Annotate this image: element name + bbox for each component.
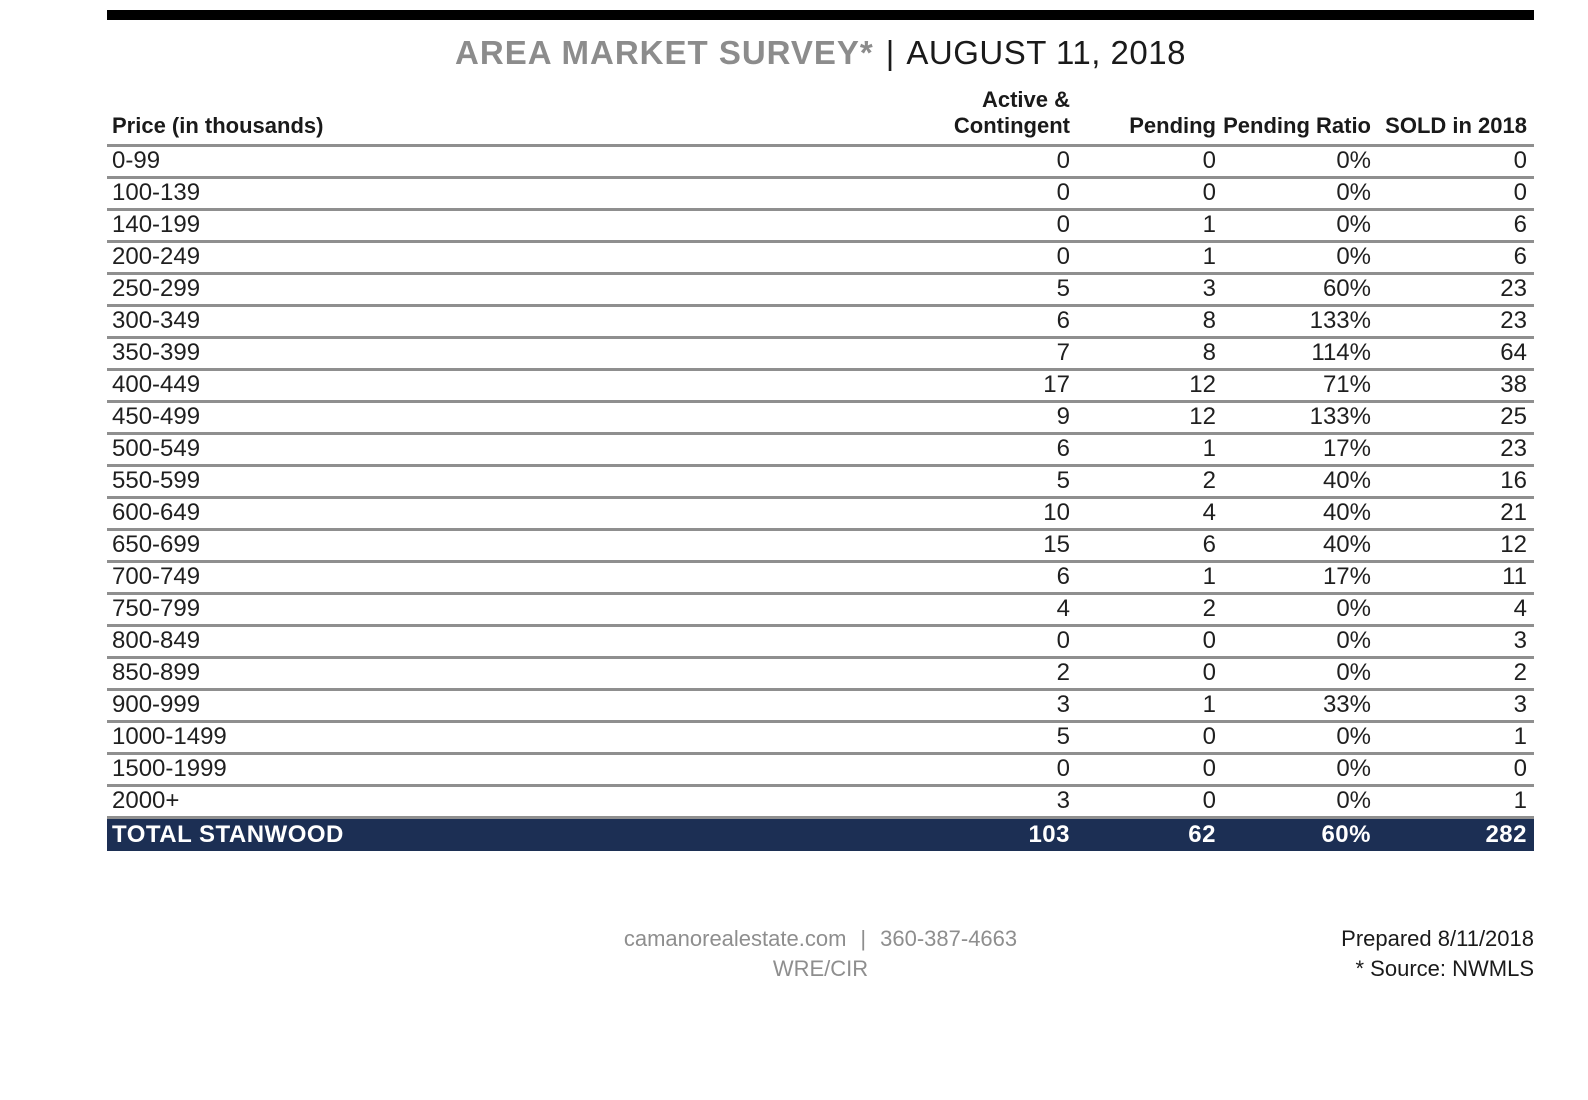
active-contingent-cell: 5 xyxy=(707,273,1070,305)
table-row xyxy=(107,209,1534,241)
col-header-active-line1: Active & xyxy=(981,87,1070,113)
col-header-sold: SOLD in 2018 xyxy=(1371,77,1534,145)
col-header-active-line2: Contingent xyxy=(953,112,1070,138)
sold-cell: 0 xyxy=(1371,145,1534,177)
sold-cell: 23 xyxy=(1371,273,1534,305)
active-contingent-cell: 2 xyxy=(707,657,1070,689)
sold-cell: 64 xyxy=(1371,337,1534,369)
pending-cell: 0 xyxy=(1070,753,1216,785)
table-row xyxy=(107,689,1534,721)
table-row xyxy=(107,305,1534,337)
table-row xyxy=(107,465,1534,497)
footer-prepared-date: Prepared 8/11/2018 xyxy=(1341,926,1534,952)
price-range-cell: 2000+ xyxy=(107,785,707,817)
price-range-cell: 140-199 xyxy=(107,209,707,241)
footer-meta-block xyxy=(1341,924,1534,984)
table-row xyxy=(107,241,1534,273)
footer-phone: 360-387-4663 xyxy=(880,926,1018,952)
pending-ratio-cell: 0% xyxy=(1216,209,1371,241)
price-range-cell: 350-399 xyxy=(107,337,707,369)
table-row xyxy=(107,593,1534,625)
table-row xyxy=(107,561,1534,593)
table-row xyxy=(107,433,1534,465)
table-row xyxy=(107,369,1534,401)
sold-cell: 16 xyxy=(1371,465,1534,497)
pending-cell: 1 xyxy=(1070,241,1216,273)
pending-cell: 0 xyxy=(1070,177,1216,209)
title-separator: | xyxy=(885,34,895,71)
active-contingent-cell: 17 xyxy=(707,369,1070,401)
active-contingent-cell: 9 xyxy=(707,401,1070,433)
active-contingent-cell: 6 xyxy=(707,305,1070,337)
sold-cell: 6 xyxy=(1371,241,1534,273)
pending-ratio-cell: 40% xyxy=(1216,465,1371,497)
pending-cell: 1 xyxy=(1070,689,1216,721)
active-contingent-cell: 0 xyxy=(707,753,1070,785)
pending-cell: 6 xyxy=(1070,529,1216,561)
sold-cell: 2 xyxy=(1371,657,1534,689)
pending-ratio-cell: 0% xyxy=(1216,625,1371,657)
pending-ratio-cell: 40% xyxy=(1216,497,1371,529)
active-contingent-cell: 15 xyxy=(707,529,1070,561)
pending-ratio-cell: 0% xyxy=(1216,177,1371,209)
title-date: AUGUST 11, 2018 xyxy=(906,34,1186,71)
pending-cell: 12 xyxy=(1070,369,1216,401)
pending-cell: 1 xyxy=(1070,561,1216,593)
pending-cell: 0 xyxy=(1070,657,1216,689)
active-contingent-cell: 10 xyxy=(707,497,1070,529)
total-row xyxy=(107,817,1534,851)
pending-cell: 3 xyxy=(1070,273,1216,305)
col-header-active-contingent xyxy=(707,77,1070,145)
sold-cell: 0 xyxy=(1371,753,1534,785)
pending-ratio-cell: 0% xyxy=(1216,657,1371,689)
price-range-cell: 0-99 xyxy=(107,145,707,177)
price-range-cell: 550-599 xyxy=(107,465,707,497)
active-contingent-cell: 3 xyxy=(707,689,1070,721)
sold-cell: 0 xyxy=(1371,177,1534,209)
active-contingent-cell: 3 xyxy=(707,785,1070,817)
sold-cell: 21 xyxy=(1371,497,1534,529)
price-range-cell: 500-549 xyxy=(107,433,707,465)
footer-org: WRE/CIR xyxy=(772,956,869,982)
table-row xyxy=(107,657,1534,689)
pending-ratio-cell: 17% xyxy=(1216,561,1371,593)
sold-cell: 11 xyxy=(1371,561,1534,593)
table-row xyxy=(107,753,1534,785)
col-header-price: Price (in thousands) xyxy=(107,77,707,145)
top-divider-bar xyxy=(107,10,1534,20)
table-row xyxy=(107,177,1534,209)
sold-cell: 3 xyxy=(1371,625,1534,657)
pending-cell: 8 xyxy=(1070,305,1216,337)
active-contingent-cell: 0 xyxy=(707,625,1070,657)
price-range-cell: 800-849 xyxy=(107,625,707,657)
page-footer xyxy=(107,924,1534,984)
total-sold-cell: 282 xyxy=(1485,821,1527,849)
sold-cell: 3 xyxy=(1371,689,1534,721)
table-row xyxy=(107,401,1534,433)
sold-cell: 38 xyxy=(1371,369,1534,401)
pending-ratio-cell: 0% xyxy=(1216,145,1371,177)
pending-cell: 2 xyxy=(1070,593,1216,625)
header-row xyxy=(107,77,1534,145)
table-row xyxy=(107,529,1534,561)
pending-cell: 0 xyxy=(1070,625,1216,657)
price-range-cell: 600-649 xyxy=(107,497,707,529)
pending-cell: 0 xyxy=(1070,145,1216,177)
pending-ratio-cell: 0% xyxy=(1216,785,1371,817)
pending-cell: 0 xyxy=(1070,785,1216,817)
pending-ratio-cell: 0% xyxy=(1216,593,1371,625)
col-header-pending: Pending xyxy=(1070,77,1216,145)
pending-cell: 0 xyxy=(1070,721,1216,753)
price-range-cell: 300-349 xyxy=(107,305,707,337)
sold-cell: 1 xyxy=(1371,721,1534,753)
pending-ratio-cell: 40% xyxy=(1216,529,1371,561)
price-range-cell: 250-299 xyxy=(107,273,707,305)
pending-cell: 8 xyxy=(1070,337,1216,369)
pending-ratio-cell: 60% xyxy=(1216,273,1371,305)
active-contingent-cell: 7 xyxy=(707,337,1070,369)
pending-ratio-cell: 133% xyxy=(1216,401,1371,433)
price-range-cell: 450-499 xyxy=(107,401,707,433)
active-contingent-cell: 6 xyxy=(707,433,1070,465)
active-contingent-cell: 0 xyxy=(707,209,1070,241)
page-title xyxy=(107,32,1534,73)
price-range-cell: 650-699 xyxy=(107,529,707,561)
footer-contact-line xyxy=(107,924,1534,954)
pending-cell: 1 xyxy=(1070,209,1216,241)
active-contingent-cell: 4 xyxy=(707,593,1070,625)
table-row xyxy=(107,785,1534,817)
pending-ratio-cell: 0% xyxy=(1216,241,1371,273)
pending-ratio-cell: 133% xyxy=(1216,305,1371,337)
col-header-pending-ratio: Pending Ratio xyxy=(1216,77,1371,145)
price-range-cell: 400-449 xyxy=(107,369,707,401)
footer-divider: | xyxy=(860,926,867,952)
pending-ratio-cell: 0% xyxy=(1216,753,1371,785)
active-contingent-cell: 0 xyxy=(707,241,1070,273)
table-row xyxy=(107,273,1534,305)
price-range-cell: 1000-1499 xyxy=(107,721,707,753)
table-row xyxy=(107,497,1534,529)
pending-ratio-cell: 0% xyxy=(1216,721,1371,753)
price-range-cell: 900-999 xyxy=(107,689,707,721)
footer-website: camanorealestate.com xyxy=(623,926,847,952)
market-survey-table xyxy=(107,77,1534,851)
total-active-contingent-cell: 103 xyxy=(1028,821,1070,849)
price-range-cell: 1500-1999 xyxy=(107,753,707,785)
active-contingent-cell: 0 xyxy=(707,177,1070,209)
title-survey-label: AREA MARKET SURVEY* xyxy=(455,34,874,71)
pending-cell: 12 xyxy=(1070,401,1216,433)
sold-cell: 25 xyxy=(1371,401,1534,433)
price-range-cell: 850-899 xyxy=(107,657,707,689)
table-row xyxy=(107,625,1534,657)
sold-cell: 23 xyxy=(1371,305,1534,337)
pending-ratio-cell: 114% xyxy=(1216,337,1371,369)
sold-cell: 23 xyxy=(1371,433,1534,465)
active-contingent-cell: 5 xyxy=(707,465,1070,497)
sold-cell: 4 xyxy=(1371,593,1534,625)
footer-source-note: * Source: NWMLS xyxy=(1355,956,1534,982)
price-range-cell: 100-139 xyxy=(107,177,707,209)
total-pending-ratio-cell: 60% xyxy=(1321,821,1371,849)
active-contingent-cell: 0 xyxy=(707,145,1070,177)
footer-contact-block xyxy=(107,924,1534,984)
price-range-cell: 200-249 xyxy=(107,241,707,273)
table-row xyxy=(107,145,1534,177)
price-range-cell: 750-799 xyxy=(107,593,707,625)
pending-ratio-cell: 33% xyxy=(1216,689,1371,721)
total-label: TOTAL STANWOOD xyxy=(112,821,344,849)
active-contingent-cell: 6 xyxy=(707,561,1070,593)
table-row xyxy=(107,337,1534,369)
active-contingent-cell: 5 xyxy=(707,721,1070,753)
price-range-cell: 700-749 xyxy=(107,561,707,593)
table-row xyxy=(107,721,1534,753)
pending-ratio-cell: 17% xyxy=(1216,433,1371,465)
sold-cell: 1 xyxy=(1371,785,1534,817)
pending-cell: 4 xyxy=(1070,497,1216,529)
sold-cell: 12 xyxy=(1371,529,1534,561)
pending-cell: 2 xyxy=(1070,465,1216,497)
total-pending-cell: 62 xyxy=(1188,821,1216,849)
pending-cell: 1 xyxy=(1070,433,1216,465)
pending-ratio-cell: 71% xyxy=(1216,369,1371,401)
sold-cell: 6 xyxy=(1371,209,1534,241)
